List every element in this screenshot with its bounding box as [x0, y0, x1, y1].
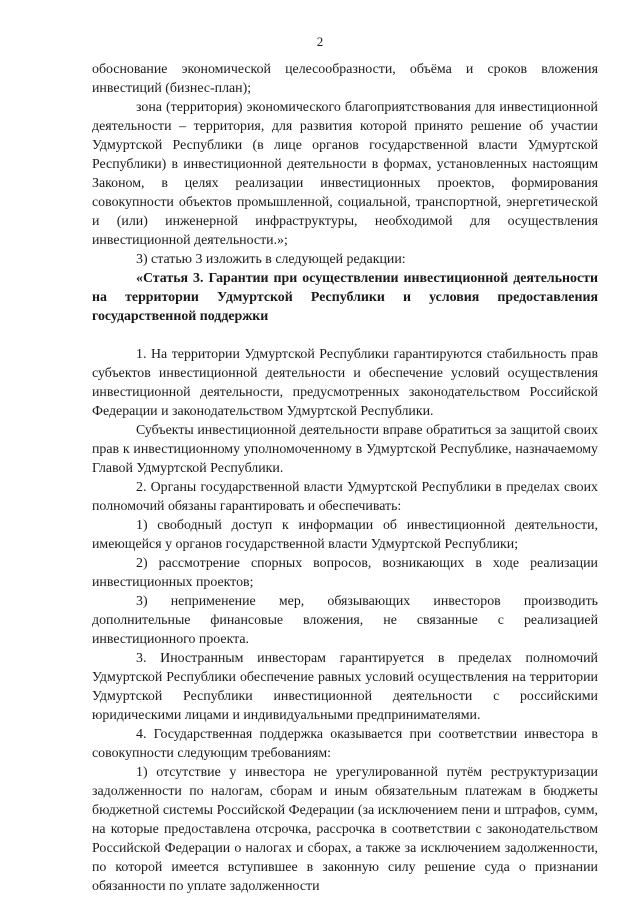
para-item-3: 3. Иностранным инвесторам гарантируется в пределах полномочий Удмуртской Республики обеспечение равных условий осуществления на территории Удмуртской Республики инвестиционной деятельности с российскими юридическими лицами и индивидуальными предпринимателями. [92, 651, 598, 723]
spacer [92, 326, 598, 345]
para-item-1: 1. На территории Удмуртской Республики гарантируются стабильность прав субъектов инвестиционной деятельности и обеспечение условий осуществления инвестиционной деятельности, предусмотренных законодательством Российской Федерации и законодательством Удмуртской Республики. [92, 347, 598, 419]
para-item-2-3: 3) неприменение мер, обязывающих инвесторов производить дополнительные финансовые вложения, не связанные с реализацией инвестиционного проекта. [92, 594, 598, 647]
para-amend-article3: 3) статью 3 изложить в следующей редакции: [136, 252, 406, 267]
article-3-title: «Статья 3. Гарантии при осуществлении инвестиционной деятельности на территории Удмуртской Республики и условия предоставления государственной поддержки [92, 271, 598, 324]
para-item-2-1: 1) свободный доступ к информации об инвестиционной деятельности, имеющейся у органов государственной власти Удмуртской Республики; [92, 518, 598, 552]
para-item-2-2: 2) рассмотрение спорных вопросов, возникающих в ходе реализации инвестиционных проектов; [92, 556, 598, 590]
para-zone-definition: зона (территория) экономического благоприятствования для инвестиционной деятельности – территория, для развития которой принято решение об участии Удмуртской Республики (в лице органов государственной власти Удмуртской Республики) в инвестиционной деятельности в формах, установленных настоящим Законом, в целях реализации инвестиционных проектов, формирования совокупности объектов промышленной, социальной, транспортной, энергетической и (или) инженерной инфраструктуры, необходимой для осуществления инвестиционной деятельности.»; [92, 100, 598, 248]
page-number: 2 [316, 34, 324, 49]
para-item-2: 2. Органы государственной власти Удмуртской Республики в пределах своих полномочий обязаны гарантировать и обеспечивать: [92, 480, 598, 514]
para-item-4-1: 1) отсутствие у инвестора не урегулированной путём реструктуризации задолженности по налогам, сборам и иным обязательным платежам в бюджеты бюджетной системы Российской Федерации (за исключением пени и штрафов, сумм, на которые предоставлена отсрочка, рассрочка в соответствии с законодательством Российской Федерации о налогах и сборах, а также за исключением задолженности, по которой имеется вступившее в законную силу решение суда о признании обязанности по уплате задолженности [92, 765, 598, 894]
para-business-plan: обоснование экономической целесообразности, объёма и сроков вложения инвестиций (бизнес-план); [92, 62, 598, 96]
para-ombudsman: Субъекты инвестиционной деятельности вправе обратиться за защитой своих прав к инвестиционному уполномоченному в Удмуртской Республике, назначаемому Главой Удмуртской Республики. [92, 423, 598, 476]
document-body [92, 60, 598, 896]
para-item-4: 4. Государственная поддержка оказывается при соответствии инвестора в совокупности следующим требованиям: [92, 727, 598, 761]
